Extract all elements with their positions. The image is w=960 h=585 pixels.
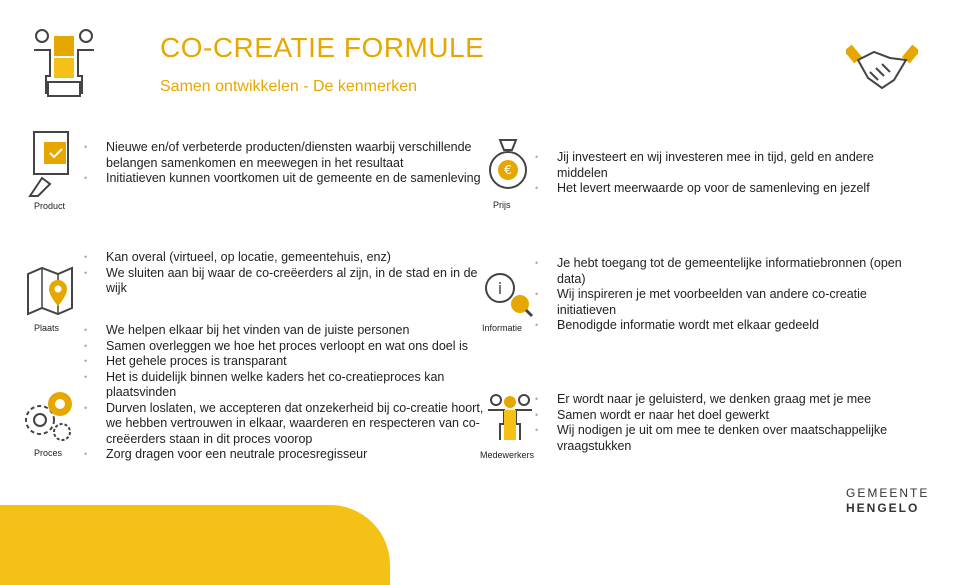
list-item: • Wij inspireren je met voorbeelden van andere co-creatie initiatieven bbox=[535, 287, 925, 318]
medewerkers-list bbox=[535, 392, 925, 454]
product-list bbox=[84, 140, 484, 187]
list-item: • Nieuwe en/of verbeterde producten/diensten waarbij verschillende belangen samenkomen en meewegen in het resultaat bbox=[84, 140, 484, 171]
svg-text:i: i bbox=[497, 279, 503, 298]
logo-line-1: GEMEENTE bbox=[846, 486, 930, 500]
plaats-label: Plaats bbox=[34, 323, 60, 333]
list-item: • We helpen elkaar bij het vinden van de juiste personen bbox=[84, 323, 484, 339]
prijs-label: Prijs bbox=[493, 200, 511, 210]
svg-text:€: € bbox=[504, 163, 512, 177]
handshake-icon bbox=[846, 38, 918, 103]
list-item: • Het gehele proces is transparant bbox=[84, 354, 484, 370]
plaats-list bbox=[84, 250, 484, 297]
list-item: • Wij nodigen je uit om mee te denken over maatschappelijke vraagstukken bbox=[535, 423, 925, 454]
prijs-list bbox=[535, 150, 925, 197]
map-location-icon bbox=[24, 266, 76, 321]
list-item: • Samen wordt er naar het doel gewerkt bbox=[535, 408, 925, 424]
list-item: • Je hebt toegang tot de gemeentelijke informatiebronnen (open data) bbox=[535, 256, 925, 287]
people-icon bbox=[484, 390, 536, 447]
page-subtitle: Samen ontwikkelen - De kenmerken bbox=[160, 78, 418, 95]
list-item: • Jij investeert en wij investeren mee in tijd, geld en andere middelen bbox=[535, 150, 925, 181]
proces-label: Proces bbox=[34, 448, 63, 458]
list-item: • We sluiten aan bij waar de co-creëerders al zijn, in de stad en in de wijk bbox=[84, 266, 484, 297]
list-item: • Durven loslaten, we accepteren dat onzekerheid bij co-creatie hoort, we hebben vertrouwen in elkaar, waarderen en respecteren van co-creëerders staan in dit proces voorop bbox=[84, 401, 484, 448]
list-item: • Zorg dragen voor een neutrale procesregisseur bbox=[84, 447, 484, 463]
decorative-blob bbox=[0, 505, 390, 585]
medewerkers-label: Medewerkers bbox=[480, 450, 535, 460]
team-puzzle-icon bbox=[28, 26, 100, 103]
list-item: • Er wordt naar je geluisterd, we denken graag met je mee bbox=[535, 392, 925, 408]
logo-line-2: HENGELO bbox=[846, 501, 920, 515]
list-item: • Samen overleggen we hoe het proces verloopt en wat ons doel is bbox=[84, 339, 484, 355]
product-icon bbox=[28, 130, 76, 203]
informatie-label: Informatie bbox=[482, 323, 523, 333]
information-search-icon bbox=[482, 270, 534, 323]
list-item: • Kan overal (virtueel, op locatie, gemeentehuis, enz) bbox=[84, 250, 484, 266]
product-label: Product bbox=[34, 201, 66, 211]
proces-list bbox=[84, 323, 484, 463]
list-item: • Initiatieven kunnen voortkomen uit de gemeente en de samenleving bbox=[84, 171, 484, 187]
page-title: CO-CREATIE FORMULE bbox=[160, 32, 485, 63]
list-item: • Het is duidelijk binnen welke kaders het co-creatieproces kan plaatsvinden bbox=[84, 370, 484, 401]
list-item: • Benodigde informatie wordt met elkaar gedeeld bbox=[535, 318, 925, 334]
money-bag-icon bbox=[484, 136, 532, 197]
gemeente-hengelo-logo bbox=[846, 486, 929, 516]
gears-icon bbox=[22, 386, 78, 449]
list-item: • Het levert meerwaarde op voor de samenleving en jezelf bbox=[535, 181, 925, 197]
informatie-list bbox=[535, 256, 925, 334]
